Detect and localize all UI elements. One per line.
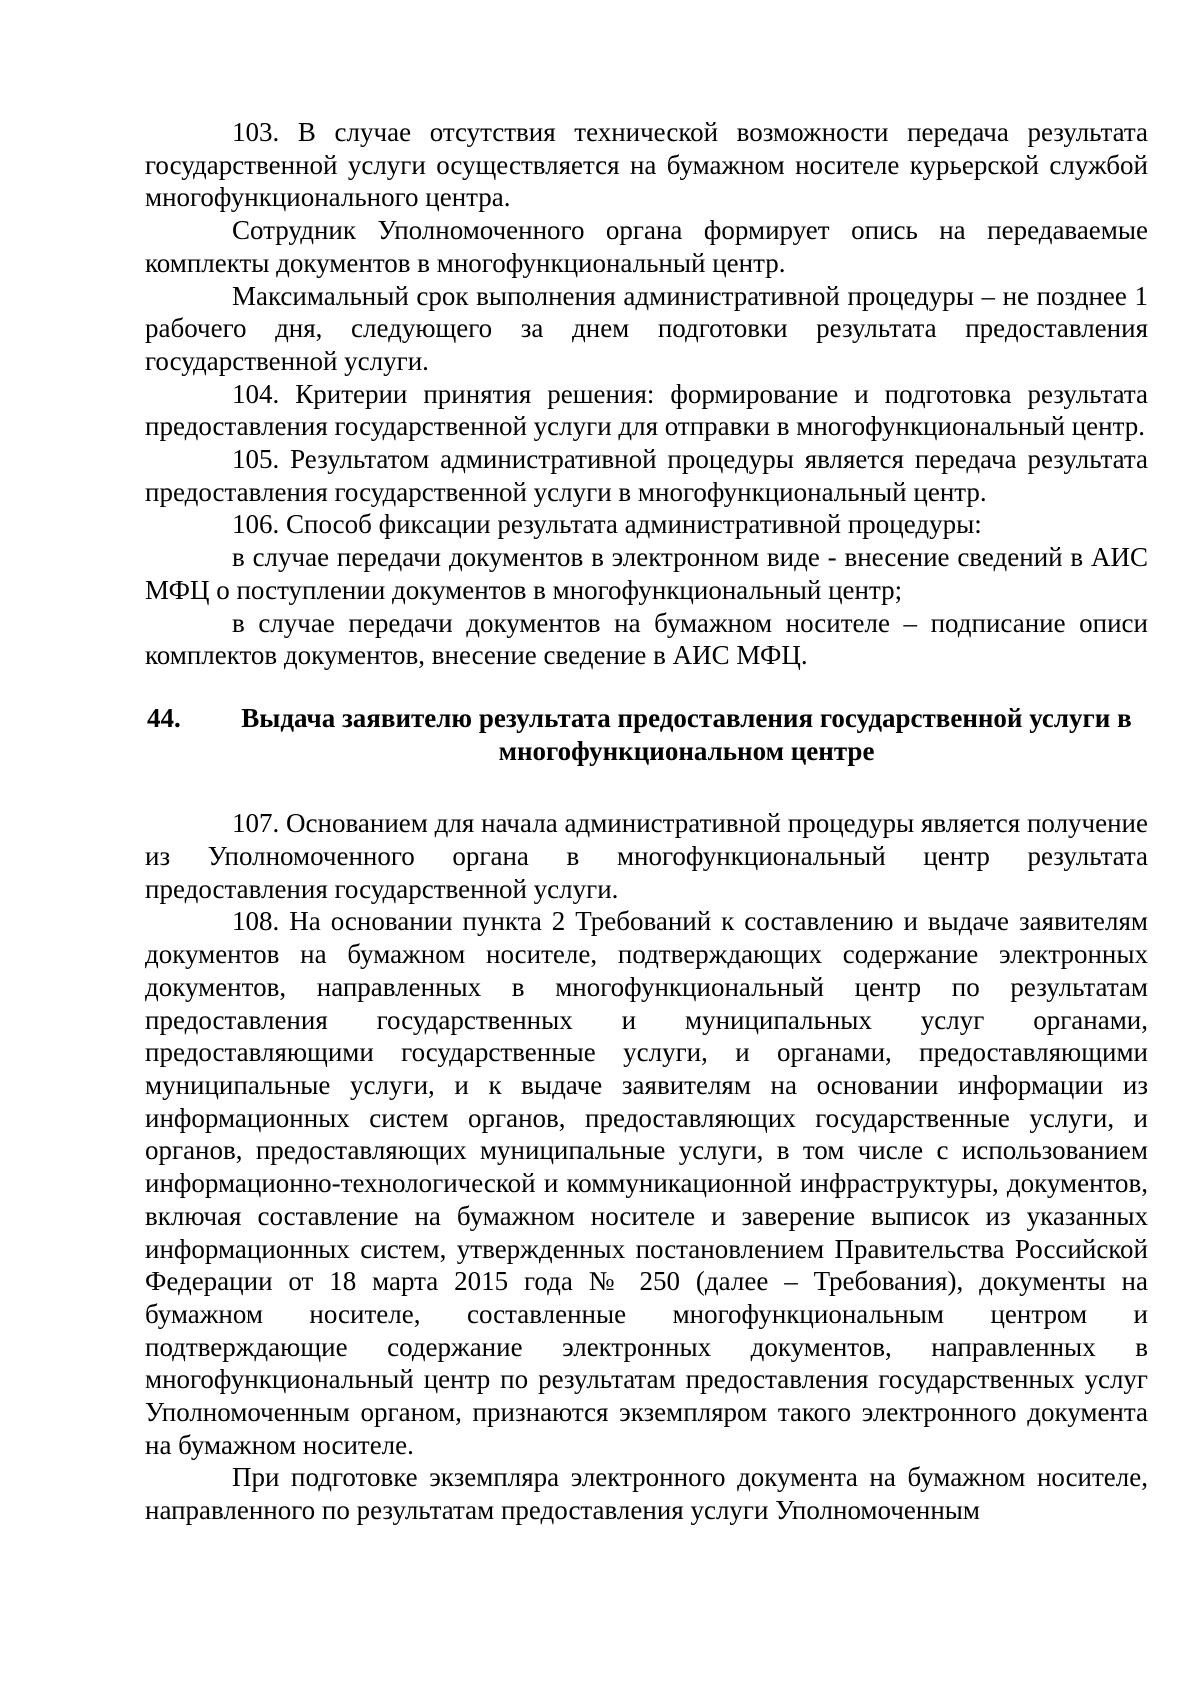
paragraph-104: 104. Критерии принятия решения: формирование и подготовка результата предоставления государственной услуги для отправки в многофункциональный центр. — [145, 378, 1148, 442]
paragraph-107: 107. Основанием для начала административной процедуры является получение из Уполномоченного органа в многофункциональный центр результата предоставления государственной услуги. — [145, 808, 1148, 904]
paragraph-105: 105. Результатом административной процедуры является передача результата предоставления государственной услуги в многофункциональный центр. — [145, 444, 1148, 507]
paragraph-106-electronic: в случае передачи документов в электронном виде - внесение сведений в АИС МФЦ о поступлении документов в многофункциональный центр; — [145, 542, 1148, 605]
section-107-108 — [145, 807, 1148, 1526]
paragraph-deadline: Максимальный срок выполнения административной процедуры – не позднее 1 рабочего дня, следующего за днем подготовки результата предоставления государственной услуги. — [145, 280, 1148, 376]
paragraph-preparation: При подготовке экземпляра электронного документа на бумажном носителе, направленного по результатам предоставления услуги Уполномоченным — [145, 1462, 1148, 1526]
section-heading — [145, 702, 1148, 767]
section-103-106 — [145, 116, 1148, 672]
paragraph-103: 103. В случае отсутствия технической возможности передача результата государственной услуги осуществляется на бумажном носителе курьерской службой многофункционального центра. — [145, 117, 1148, 213]
paragraph-108: 108. На основании пункта 2 Требований к составлению и выдаче заявителям документов на бумажном носителе, подтверждающих содержание электронных документов, направленных в многофункциональный центр по результатам предоставления государственных и муниципальных услуг органами, предоставляющими государственные услуги, и органами, предоставляющими муниципальные услуги, и к выдаче заявителям на основании информации из информационных систем органов, предоставляющих государственные услуги, и органов, предоставляющих муниципальные услуги, в том числе с использованием информационно-технологической и коммуникационной инфраструктуры, документов, включая составление на бумажном носителе и заверение выписок из указанных информационных систем, утвержденных постановлением Правительства Российской Федерации от 18 марта 2015 года № 250 (далее – Требования), документы на бумажном носителе, составленные многофункциональным центром и подтверждающие содержание электронных документов, направленных в многофункциональный центр по результатам предоставления государственных услуг Уполномоченным органом, признаются экземпляром такого электронного документа на бумажном носителе. — [145, 906, 1148, 1460]
paragraph-106: 106. Способ фиксации результата административной процедуры: — [232, 509, 982, 540]
section-heading-number: 44. — [147, 702, 181, 733]
paragraph-106-paper: в случае передачи документов на бумажном носителе – подписание описи комплектов документов, внесение сведение в АИС МФЦ. — [145, 607, 1148, 671]
document-page — [145, 116, 1148, 1527]
paragraph-inventory: Сотрудник Уполномоченного органа формирует опись на передаваемые комплекты документов в многофункциональный центр. — [145, 215, 1148, 278]
section-heading-title: Выдача заявителю результата предоставления государственной услуги в многофункциональном центре — [241, 702, 1132, 766]
